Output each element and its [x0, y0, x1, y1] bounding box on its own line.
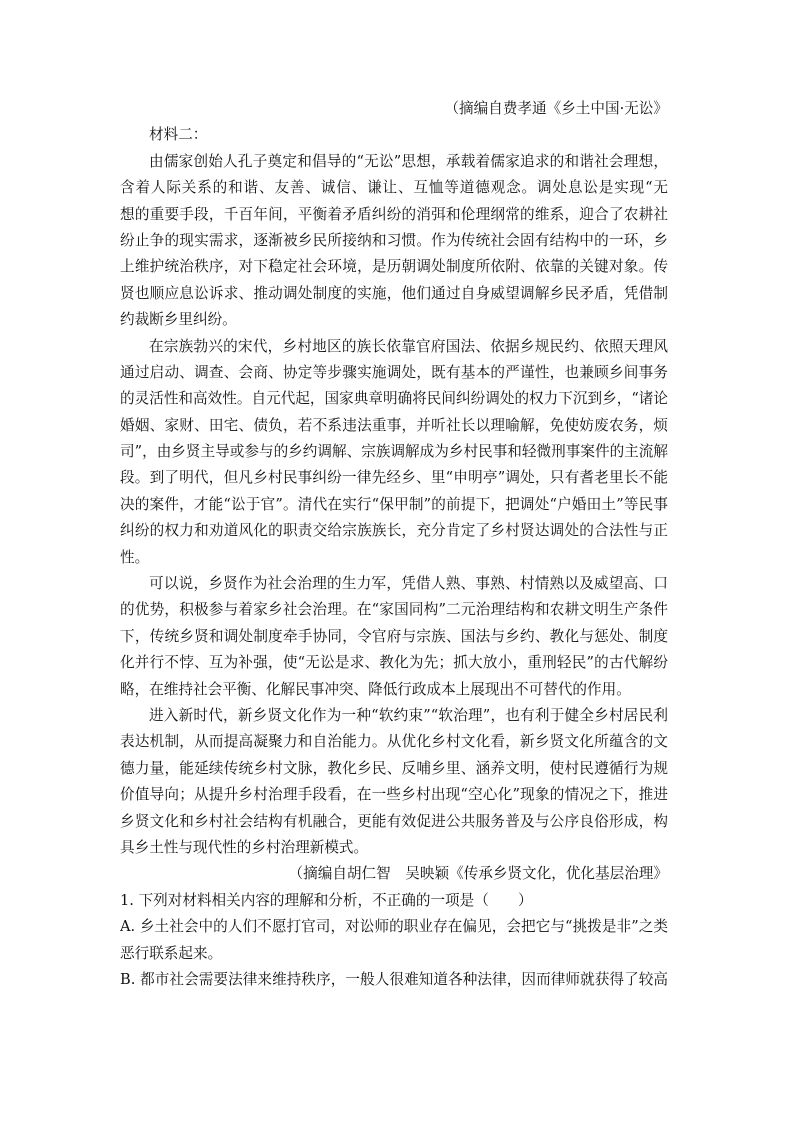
paragraph-line: 司”，由乡贤主导或参与的乡约调解、宗族调解成为乡村民事和轻微刑事案件的主流解 — [120, 443, 668, 461]
paragraph-line: 乡贤文化和乡村社会结构有机融合，更能有效促进公共服务普及与公序良俗形成，构 — [120, 812, 668, 830]
paragraph-line: 婚姻、家财、田宅、债负，若不系违法重事，并听社长以理喻解，免使妨废农务，烦 — [120, 416, 668, 434]
paragraph-line: 进入新时代，新乡贤文化作为一种“软约束”“软治理”，也有利于健全乡村居民利 — [149, 706, 668, 724]
paragraph-line: 含着人际关系的和谐、友善、诚信、谦让、互恤等道德观念。调处息讼是实现“无 — [120, 179, 668, 197]
paragraph-line: 化并行不悖、互为补强，使“无讼是求、教化为先；抓大放小，重刑轻民”的古代解纷 — [120, 654, 668, 672]
option-b — [120, 967, 668, 993]
source-citation-1: （摘编自费孝通《乡土中国·无讼》 — [444, 100, 668, 117]
paragraph-2 — [120, 334, 668, 572]
paragraph-line: 的优势，积极参与着家乡社会治理。在“家国同构”二元治理结构和农耕文明生产条件 — [120, 601, 668, 619]
paragraph-line: 略，在维持社会平衡、化解民事冲突、降低行政成本上展现出不可替代的作用。 — [120, 680, 631, 698]
paragraph-line: 可以说，乡贤作为社会治理的生力军，凭借人熟、事熟、村情熟以及威望高、口 — [149, 575, 668, 593]
paragraph-1 — [120, 149, 668, 334]
option-line: 恶行联系起来。 — [120, 944, 223, 962]
source-citation-2: （摘编自胡仁智 吴映颖《传承乡贤文化，优化基层治理》 — [288, 865, 668, 883]
question-1 — [120, 888, 668, 994]
paragraph-line: 由儒家创始人孔子奠定和倡导的“无讼”思想，承载着儒家追求的和谐社会理想， — [149, 152, 668, 170]
paragraph-line: 下，传统乡贤和调处制度牵手协同，令官府与宗族、国法与乡约、教化与惩处、制度 — [120, 627, 668, 645]
material2-heading: 材料二： — [149, 126, 208, 144]
paragraph-line: 德力量，能延续传统乡村文脉，教化乡民、反哺乡里、涵养文明，使村民遵循行为规 — [120, 759, 668, 777]
paragraph-line: 的灵活性和高效性。自元代起，国家典章明确将民间纠纷调处的权力下沉到乡，“诸论 — [120, 390, 668, 408]
option-line: A. 乡土社会中的人们不愿打官司，对讼师的职业存在偏见，会把它与“挑拨是非”之类 — [120, 918, 668, 936]
paragraph-line: 决的案件，才能“讼于官”。清代在实行“保甲制”的前提下，把调处“户婚田土”等民事 — [120, 495, 668, 513]
paragraph-line: 在宗族勃兴的宋代，乡村地区的族长依靠官府国法、依据乡规民约、依照天理风 — [149, 337, 668, 355]
paragraph-line: 约裁断乡里纠纷。 — [120, 311, 237, 329]
paragraph-line: 性。 — [120, 548, 150, 566]
paragraph-line: 价值导向；从提升乡村治理手段看，在一些乡村出现“空心化”现象的情况之下，推进 — [120, 786, 668, 804]
paragraph-line: 通过启动、调查、会商、协定等步骤实施调处，既有基本的严谨性，也兼顾乡间事务 — [120, 363, 668, 381]
paragraph-line: 纠纷的权力和劝道风化的职责交给宗族族长，充分肯定了乡村贤达调处的合法性与正 — [120, 522, 668, 540]
paragraph-line: 具乡土性与现代性的乡村治理新模式。 — [120, 838, 369, 856]
option-a — [120, 914, 668, 967]
paragraph-line: 贤也顺应息讼诉求、推动调处制度的实施，他们通过自身威望调解乡民矛盾，凭借制 — [120, 284, 668, 302]
paragraph-line: 上维护统治秩序，对下稳定社会环境，是历朝调处制度所依附、依靠的关键对象。传 — [120, 258, 668, 276]
paragraph-line: 纷止争的现实需求，逐渐被乡民所接纳和习惯。作为传统社会固有结构中的一环，乡 — [120, 231, 668, 249]
paragraph-3 — [120, 571, 668, 703]
document-page — [120, 96, 668, 993]
option-line: B. 都市社会需要法律来维持秩序，一般人很难知道各种法律，因而律师就获得了较高 — [120, 970, 668, 988]
paragraph-line: 想的重要手段，千百年间，平衡着矛盾纠纷的消弭和伦理纲常的维系，迎合了农耕社 — [120, 205, 668, 223]
paragraph-line: 表达机制，从而提高凝聚力和自治能力。从优化乡村文化看，新乡贤文化所蕴含的文 — [120, 733, 668, 751]
question-stem: 1. 下列对材料相关内容的理解和分析，不正确的一项是（ ） — [120, 891, 533, 909]
paragraph-line: 段。到了明代，但凡乡村民事纠纷一律先经乡、里“申明亭”调处，只有耆老里长不能 — [120, 469, 668, 487]
paragraph-4 — [120, 703, 668, 861]
